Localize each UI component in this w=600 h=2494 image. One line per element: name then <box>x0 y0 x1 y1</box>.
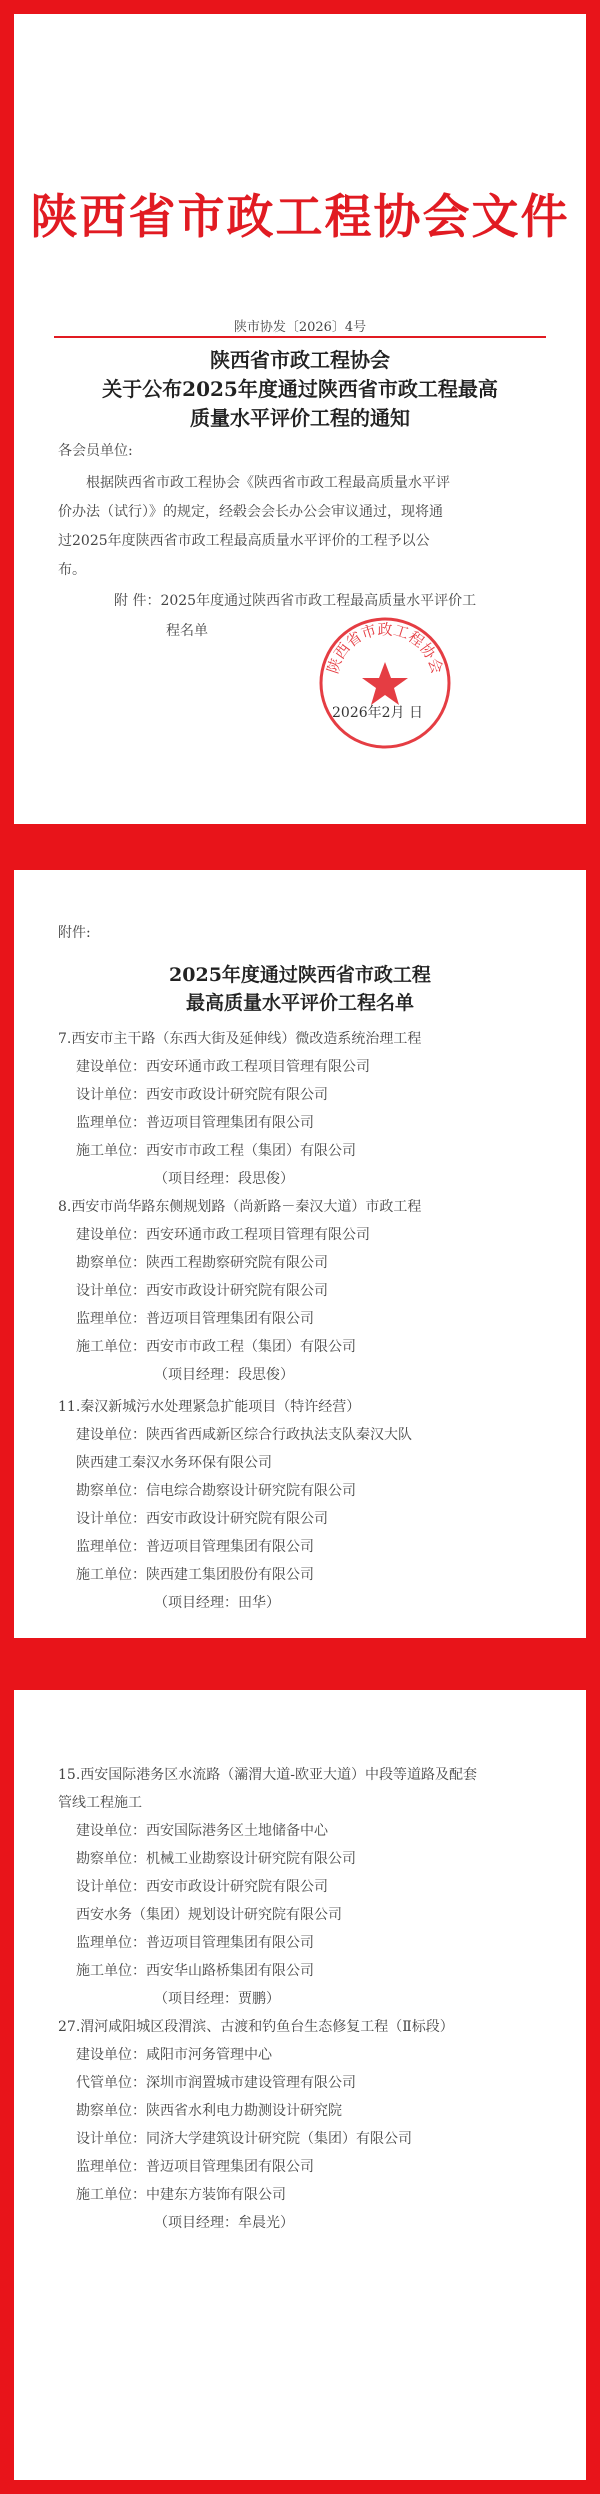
project-line: 施工单位：中建东方装饰有限公司 <box>76 2187 286 2203</box>
project-line: 设计单位：同济大学建筑设计研究院（集团）有限公司 <box>76 2131 412 2147</box>
seal-ring-text: 陕西省市政工程协会 <box>323 620 447 676</box>
list-title-line-1: 2025年度通过陕西省市政工程 <box>169 964 431 986</box>
project-line: 监理单位：普迈项目管理集团有限公司 <box>76 1311 314 1327</box>
project-line: 建设单位：陕西省西咸新区综合行政执法支队秦汉大队 <box>76 1427 412 1443</box>
project-manager: （项目经理：段思俊） <box>154 1367 294 1383</box>
project-manager: （项目经理：贾鹏） <box>154 1991 280 2007</box>
project-line: 代管单位：深圳市润置城市建设管理有限公司 <box>76 2075 356 2091</box>
project-manager: （项目经理：田华） <box>154 1595 280 1611</box>
project-line: 监理单位：普迈项目管理集团有限公司 <box>76 1935 314 1951</box>
project-line: 施工单位：西安市市政工程（集团）有限公司 <box>76 1143 356 1159</box>
attachment-label: 附件: <box>58 925 91 941</box>
project-line: 设计单位：西安市政设计研究院有限公司 <box>76 1511 328 1527</box>
project-line: 勘察单位：信电综合勘察设计研究院有限公司 <box>76 1483 356 1499</box>
masthead-title: 陕西省市政工程协会文件 <box>30 190 570 245</box>
project-line: 勘察单位：机械工业勘察设计研究院有限公司 <box>76 1851 356 1867</box>
project-line: 施工单位：西安华山路桥集团有限公司 <box>76 1963 314 1979</box>
project-title: 8.西安市尚华路东侧规划路（尚新路－秦汉大道）市政工程 <box>58 1199 422 1215</box>
project-title: 11.秦汉新城污水处理紧急扩能项目（特许经营） <box>58 1399 361 1415</box>
project-line: 西安水务（集团）规划设计研究院有限公司 <box>76 1907 342 1923</box>
project-line: 施工单位：陕西建工集团股份有限公司 <box>76 1567 314 1583</box>
document-page-1 <box>14 14 586 824</box>
project-line: 施工单位：西安市市政工程（集团）有限公司 <box>76 1339 356 1355</box>
project-line: 建设单位：咸阳市河务管理中心 <box>76 2047 272 2063</box>
document-page-2 <box>14 870 586 1638</box>
notice-title-line-2: 关于公布2025年度通过陕西省市政工程最高 <box>102 377 498 401</box>
project-line: 设计单位：西安市政设计研究院有限公司 <box>76 1879 328 1895</box>
project-line: 陕西建工秦汉水务环保有限公司 <box>76 1455 272 1471</box>
body-line-4: 布。 <box>58 562 86 578</box>
project-line: 建设单位：西安环通市政工程项目管理有限公司 <box>76 1227 370 1243</box>
project-line: 建设单位：西安国际港务区土地储备中心 <box>76 1823 328 1839</box>
project-line: 勘察单位：陕西省水利电力勘测设计研究院 <box>76 2103 342 2119</box>
project-line: 监理单位：普迈项目管理集团有限公司 <box>76 1539 314 1555</box>
red-divider-line <box>54 336 546 338</box>
notice-title-line-3: 质量水平评价工程的通知 <box>190 406 410 430</box>
document-page-3 <box>14 1690 586 2480</box>
official-seal-stamp <box>316 614 454 752</box>
notice-title <box>14 346 586 433</box>
project-title: 27.渭河咸阳城区段渭滨、古渡和钓鱼台生态修复工程（Ⅱ标段） <box>58 2019 454 2035</box>
body-line-3: 过2025年度陕西省市政工程最高质量水平评价的工程予以公 <box>58 533 430 549</box>
attachment-line-1: 附 件：2025年度通过陕西省市政工程最高质量水平评价工 <box>114 593 477 609</box>
project-manager: （项目经理：段思俊） <box>154 1171 294 1187</box>
seal-star-icon <box>362 662 408 705</box>
salutation: 各会员单位: <box>58 443 133 459</box>
project-line: 建设单位：西安环通市政工程项目管理有限公司 <box>76 1059 370 1075</box>
project-title: 15.西安国际港务区水流路（灞渭大道-欧亚大道）中段等道路及配套 <box>58 1767 477 1783</box>
project-line: 监理单位：普迈项目管理集团有限公司 <box>76 1115 314 1131</box>
attachment-line-2: 程名单 <box>166 623 208 639</box>
list-title-line-2: 最高质量水平评价工程名单 <box>185 992 414 1014</box>
project-manager: （项目经理：牟晨光） <box>154 2215 294 2231</box>
project-line: 设计单位：西安市政设计研究院有限公司 <box>76 1087 328 1103</box>
project-line: 勘察单位：陕西工程勘察研究院有限公司 <box>76 1255 328 1271</box>
project-title-continued: 管线工程施工 <box>58 1795 142 1811</box>
notice-title-line-1: 陕西省市政工程协会 <box>210 348 390 372</box>
project-line: 设计单位：西安市政设计研究院有限公司 <box>76 1283 328 1299</box>
body-line-1: 根据陕西省市政工程协会《陕西省市政工程最高质量水平评 <box>86 475 450 491</box>
issue-date: 2026年2月 日 <box>332 705 423 721</box>
project-title: 7.西安市主干路（东西大街及延伸线）微改造系统治理工程 <box>58 1031 422 1047</box>
project-line: 监理单位：普迈项目管理集团有限公司 <box>76 2159 314 2175</box>
document-number: 陕市协发〔2026〕4号 <box>233 320 367 335</box>
body-line-2: 价办法（试行）》的规定，经毂会会长办公会审议通过，现将通 <box>58 504 443 520</box>
